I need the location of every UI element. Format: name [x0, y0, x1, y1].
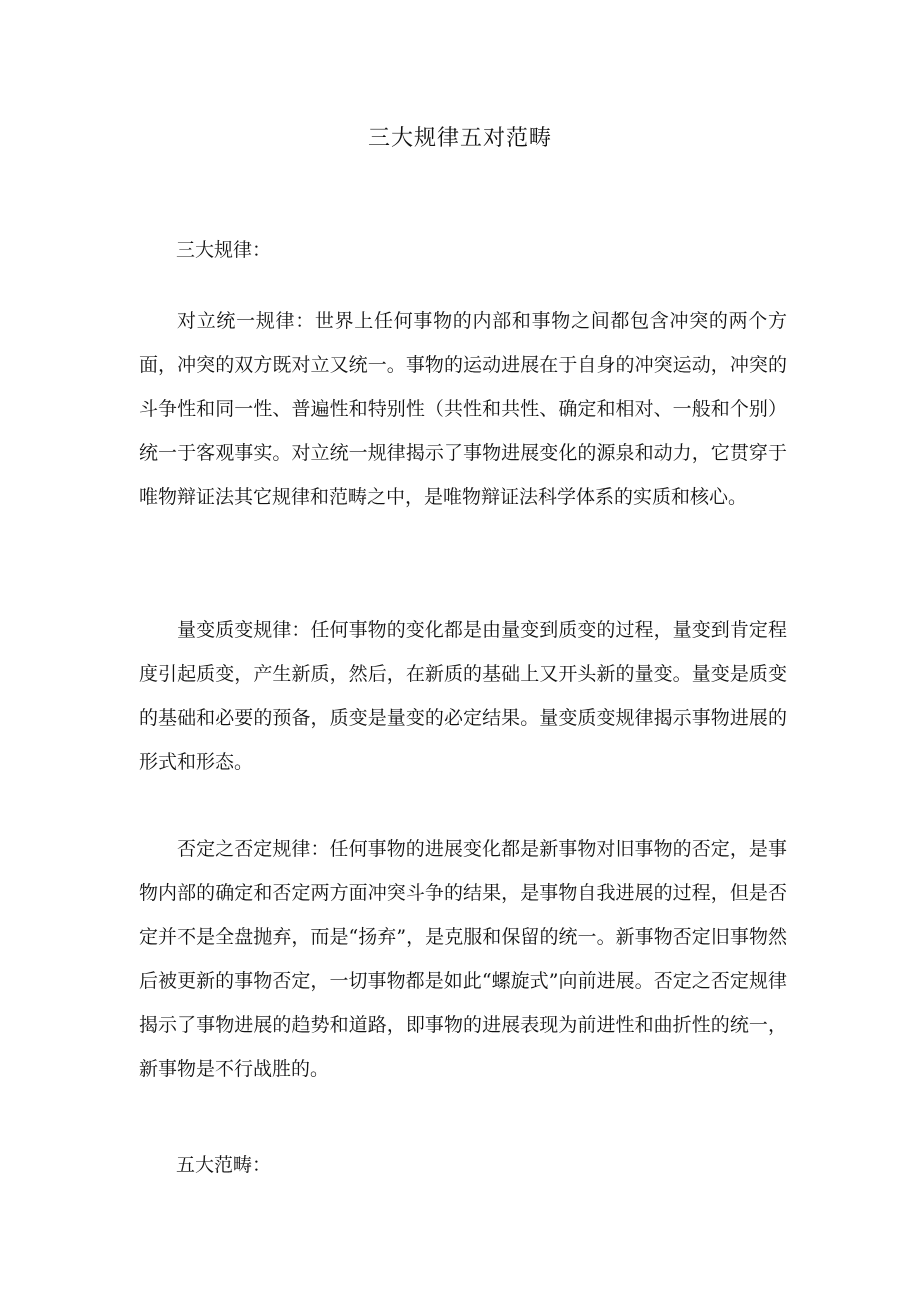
paragraph-unity-of-opposites: 对立统一规律：世界上任何事物的内部和事物之间都包含冲突的两个方面，冲突的双方既对立又统一。事物的运动进展在于自身的冲突运动，冲突的斗争性和同一性、普遍性和特别性（共性和共性、确定和相对、一般和个别）统一于客观事实。对立统一规律揭示了事物进展变化的源泉和动力，它贯穿于唯物辩证法其它规律和范畴之中，是唯物辩证法科学体系的实质和核心。 [139, 310, 787, 508]
section-heading-laws: 三大规律： [176, 239, 272, 261]
section-heading-categories: 五大范畴： [176, 1154, 272, 1176]
document-title: 三大规律五对范畴 [367, 126, 552, 151]
paragraph-quantity-quality: 量变质变规律：任何事物的变化都是由量变到质变的过程，量变到肯定程度引起质变，产生新质，然后，在新质的基础上又开头新的量变。量变是质变的基础和必要的预备，质变是量变的必定结果。量变质变规律揭示事物进展的形式和形态。 [139, 619, 787, 773]
paragraph-negation-of-negation: 否定之否定规律：任何事物的进展变化都是新事物对旧事物的否定，是事物内部的确定和否定两方面冲突斗争的结果，是事物自我进展的过程，但是否定并不是全盘抛弃，而是“扬弃”，是克服和保留的统一。新事物否定旧事物然后被更新的事物否定，一切事物都是如此“螺旋式”向前进展。否定之否定规律揭示了事物进展的趋势和道路，即事物的进展表现为前进性和曲折性的统一，新事物是不行战胜的。 [139, 838, 787, 1080]
